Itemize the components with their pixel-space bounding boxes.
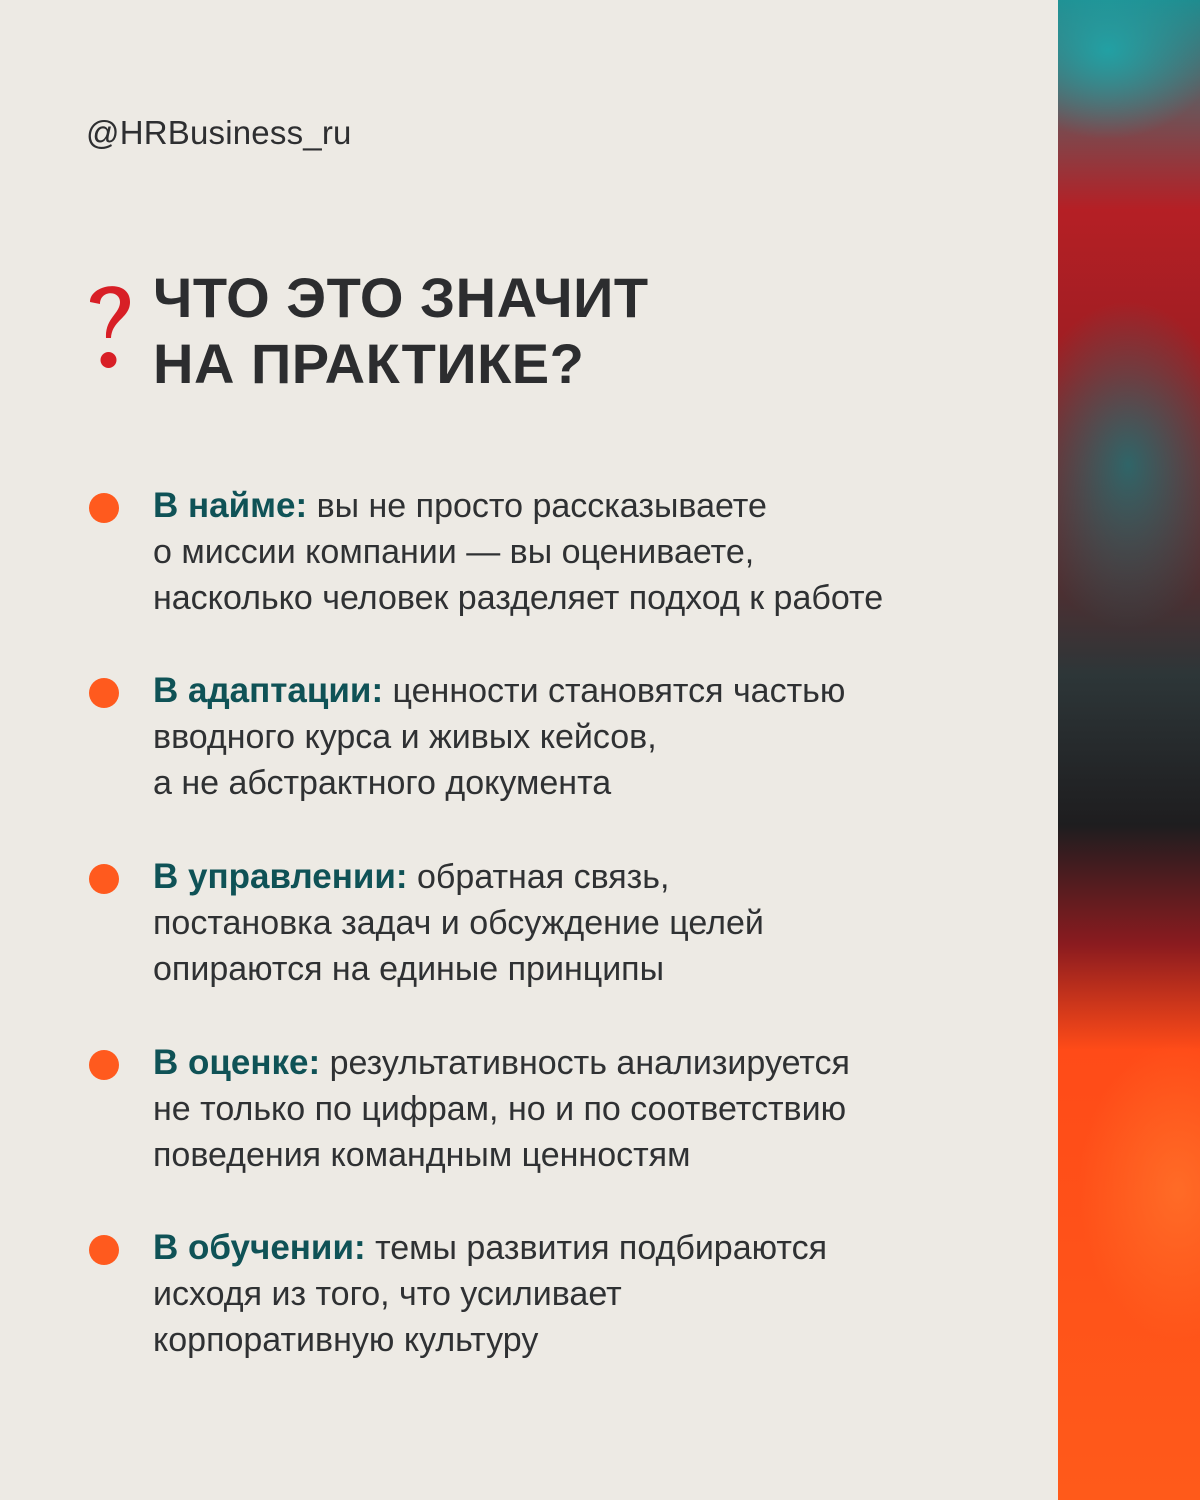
- question-mark-icon: [84, 276, 134, 376]
- item-text: вы не просто рассказываете: [307, 487, 767, 525]
- dark-teal-glow: [1058, 300, 1200, 630]
- orange-glow: [1078, 1040, 1200, 1340]
- item-line: [153, 668, 1043, 714]
- item-text: темы развития подбираются: [365, 1229, 827, 1267]
- account-handle: @HRBusiness_ru: [86, 114, 352, 151]
- item-line: [153, 1040, 1043, 1086]
- bullet-dot-icon: [89, 678, 119, 708]
- list-item-evaluation: [153, 1040, 1043, 1178]
- list-item-onboarding: [153, 668, 1043, 806]
- item-lead: В оценке:: [153, 1043, 321, 1082]
- item-line: опираются на единые принципы: [153, 950, 665, 988]
- list-item-training: [153, 1225, 1043, 1363]
- item-lead: В найме:: [153, 486, 308, 525]
- item-lead: В управлении:: [153, 857, 408, 896]
- item-line: вводного курса и живых кейсов,: [153, 718, 657, 756]
- item-line: насколько человек разделяет подход к работе: [153, 579, 884, 617]
- list-item-hiring: [153, 483, 1043, 621]
- teal-glow: [1058, 0, 1200, 140]
- title-line-2: НА ПРАКТИКЕ?: [153, 332, 585, 395]
- item-line: поведения командным ценностям: [153, 1136, 691, 1174]
- item-line: не только по цифрам, но и по соответствию: [153, 1090, 847, 1128]
- title-line-1: ЧТО ЭТО ЗНАЧИТ: [153, 266, 649, 329]
- item-line: [153, 483, 1043, 529]
- bullet-dot-icon: [89, 864, 119, 894]
- item-line: исходя из того, что усиливает: [153, 1275, 622, 1313]
- item-lead: В адаптации:: [153, 671, 384, 710]
- item-line: [153, 854, 1043, 900]
- item-text: обратная связь,: [407, 858, 670, 896]
- bullet-dot-icon: [89, 1050, 119, 1080]
- bullet-dot-icon: [89, 1235, 119, 1265]
- item-lead: В обучении:: [153, 1228, 366, 1267]
- item-text: результативность анализируется: [320, 1044, 850, 1082]
- item-line: корпоративную культуру: [153, 1321, 539, 1359]
- bullet-dot-icon: [89, 493, 119, 523]
- item-line: [153, 1225, 1043, 1271]
- item-line: а не абстрактного документа: [153, 764, 612, 802]
- list-item-management: [153, 854, 1043, 992]
- page-title: [153, 265, 649, 397]
- item-line: о миссии компании — вы оцениваете,: [153, 533, 755, 571]
- item-line: постановка задач и обсуждение целей: [153, 904, 764, 942]
- item-text: ценности становятся частью: [383, 672, 846, 710]
- gradient-side-art: [1058, 0, 1200, 1500]
